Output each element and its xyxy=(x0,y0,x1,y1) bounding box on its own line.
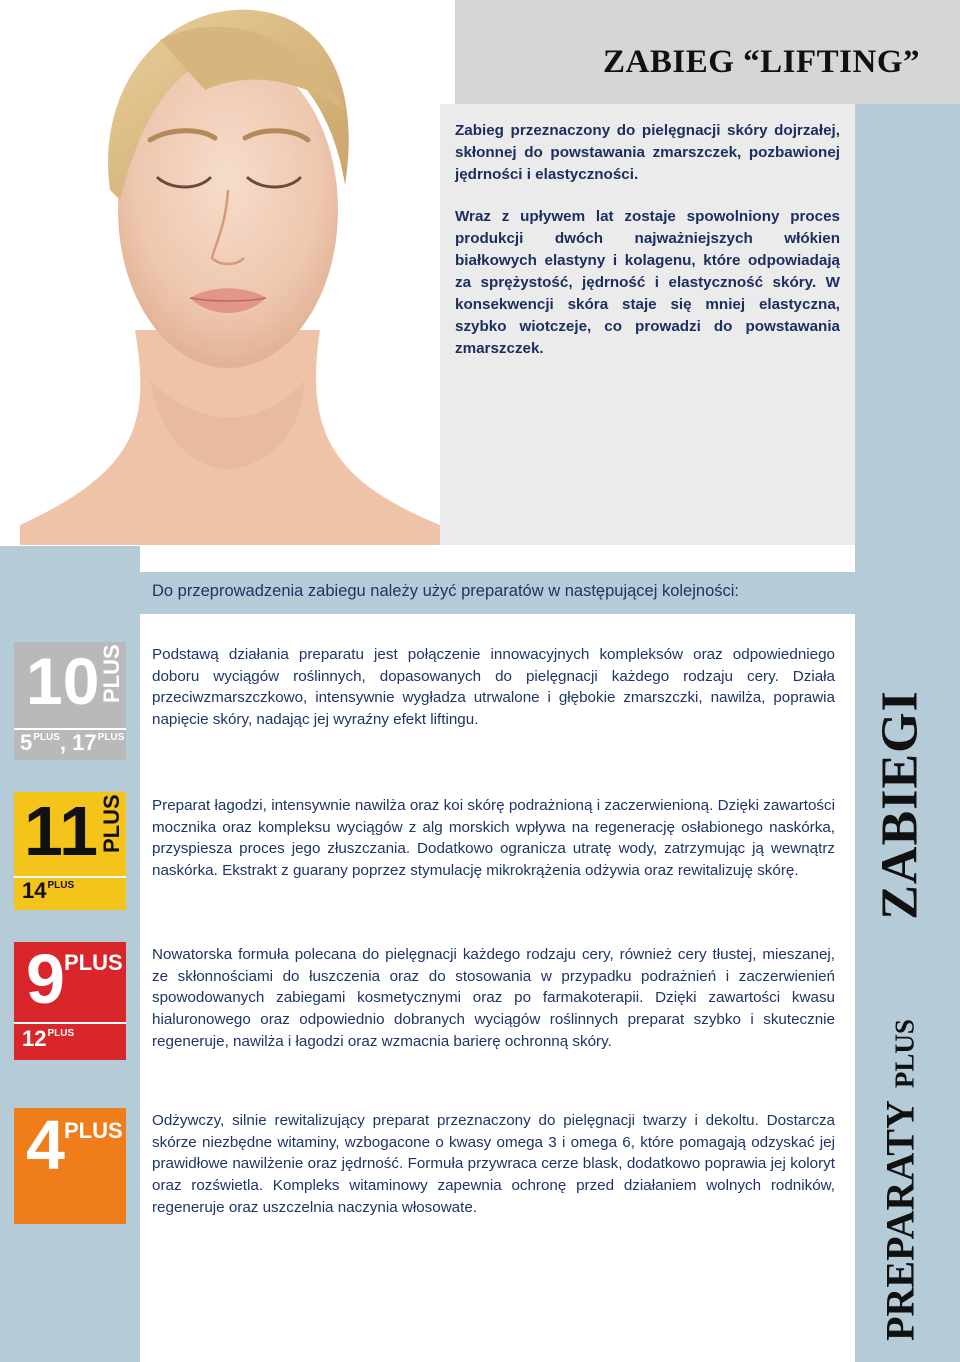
product-plus-label: PLUS xyxy=(99,794,124,853)
product-tile-9 xyxy=(14,942,126,1060)
side-label-preparaty: PREPARATY xyxy=(877,1100,923,1341)
product-tile-4 xyxy=(14,1108,126,1224)
product-plus-label: PLUS xyxy=(99,644,124,703)
related-number: 14 xyxy=(22,878,47,903)
face-illustration xyxy=(0,0,440,545)
product-plus-label: PLUS xyxy=(64,1118,123,1143)
related-sup: PLUS xyxy=(47,880,75,891)
related-number: 5 xyxy=(20,730,33,755)
related-number: 17 xyxy=(72,730,97,755)
side-label-plus: PLUS xyxy=(889,1019,920,1089)
product-number: 9 xyxy=(26,940,65,1018)
product-description-9: Nowatorska formuła polecana do pielęgnacji każdego rodzaju cery, również cery tłustej, mieszanej, ze skłonnościami do łuszczenia oraz do stosowania w przypadku podrażnień i zaczerwienień spowodowanych zabiegami kosmetycznymi oraz po farmakoterapii. Dzięki zawartości kwasu hialuronowego oraz odpowiednio dobranych wyciągów roślinnych preparat szybko i skutecznie regeneruje, nawilża i łagodzi oraz wzmacnia barierę ochronną skóry. xyxy=(152,946,835,1050)
related-separator: , xyxy=(59,730,73,755)
product-number: 10 xyxy=(26,644,100,718)
side-label-zabiegi xyxy=(870,690,930,920)
face-photo xyxy=(0,0,440,545)
product-plus-label: PLUS xyxy=(64,950,123,975)
related-sup: PLUS xyxy=(33,732,60,743)
product-tile-11 xyxy=(14,792,126,910)
intro-paragraph-1: Zabieg przeznaczony do pielęgnacji skóry dojrzałej, skłonnej do powstawania zmarszczek, pozbawionej jędrności i elastyczności. xyxy=(455,122,840,183)
related-sup: PLUS xyxy=(47,1028,75,1039)
side-label-zabiegi-text: ZABIEGI xyxy=(871,690,929,920)
tile-divider xyxy=(14,1022,126,1024)
product-number: 11 xyxy=(24,792,98,870)
product-description-4: Odżywczy, silnie rewitalizujący preparat przeznaczony do pielęgnacji twarzy i dekoltu. Dostarcza skórze niezbędne witaminy, wzbogacone o kwasy omega 3 i omega 6, które pomagają odzyskać jej prawidłowe nawilżenie oraz jędrność. Formuła przywraca cerze blask, dodatkowo poprawia jej koloryt oraz rozświetla. Kompleks witaminowy zapewnia ochronę przed działaniem wolnych rodników, regeneruje oraz uszczelnia naczynia włosowate. xyxy=(152,1112,835,1216)
page-title: ZABIEG “LIFTING” xyxy=(603,44,920,80)
product-number: 4 xyxy=(26,1106,65,1184)
related-products xyxy=(20,730,124,756)
instruction-text: Do przeprowadzenia zabiegu należy użyć preparatów w następującej kolejności: xyxy=(152,582,739,600)
related-products xyxy=(22,878,74,904)
side-label-preparaty-plus xyxy=(870,1005,930,1355)
related-sup: PLUS xyxy=(97,732,125,743)
related-products xyxy=(22,1026,74,1052)
product-description-11: Preparat łagodzi, intensywnie nawilża oraz koi skórę podrażnioną i zaczerwienioną. Dzięki zawartości mocznika oraz kompleksu wyciągów z alg morskich wpływa na regenerację osłabionego naskórka, przyspiesza proces jego złuszczania. Dodatkowo ogranicza utratę wody, zatrzymując ją wewnątrz naskórka. Ekstrakt z guarany poprzez stymulację mikrokrążenia odżywia oraz rewitalizuję skórę. xyxy=(152,797,835,880)
product-description-10: Podstawą działania preparatu jest połączenie innowacyjnych kompleksów oraz odpowiedniego doboru wyciągów roślinnych, dopasowanych do pielęgnacji każdego rodzaju cery. Działa przeciwzmarszczkowo, intensywnie wygładza utrwalone i głębokie zmarszczki, nawilża, poprawia napięcie skóry, nadając jej wyraźny efekt liftingu. xyxy=(152,646,835,729)
intro-paragraph-2: Wraz z upływem lat zostaje spowolniony proces produkcji dwóch najważniejszych włókien białkowych elastyny i kolagenu, które odpowiadają za sprężystość, jędrność i elastyczność skóry. W konsekwencji skóra staje się mniej elastyczna, szybko wiotczeje, co prowadzi do powstawania zmarszczek. xyxy=(455,208,840,357)
side-label-preparaty-text xyxy=(877,1019,924,1341)
related-number: 12 xyxy=(22,1026,47,1051)
product-tile-10 xyxy=(14,642,126,760)
